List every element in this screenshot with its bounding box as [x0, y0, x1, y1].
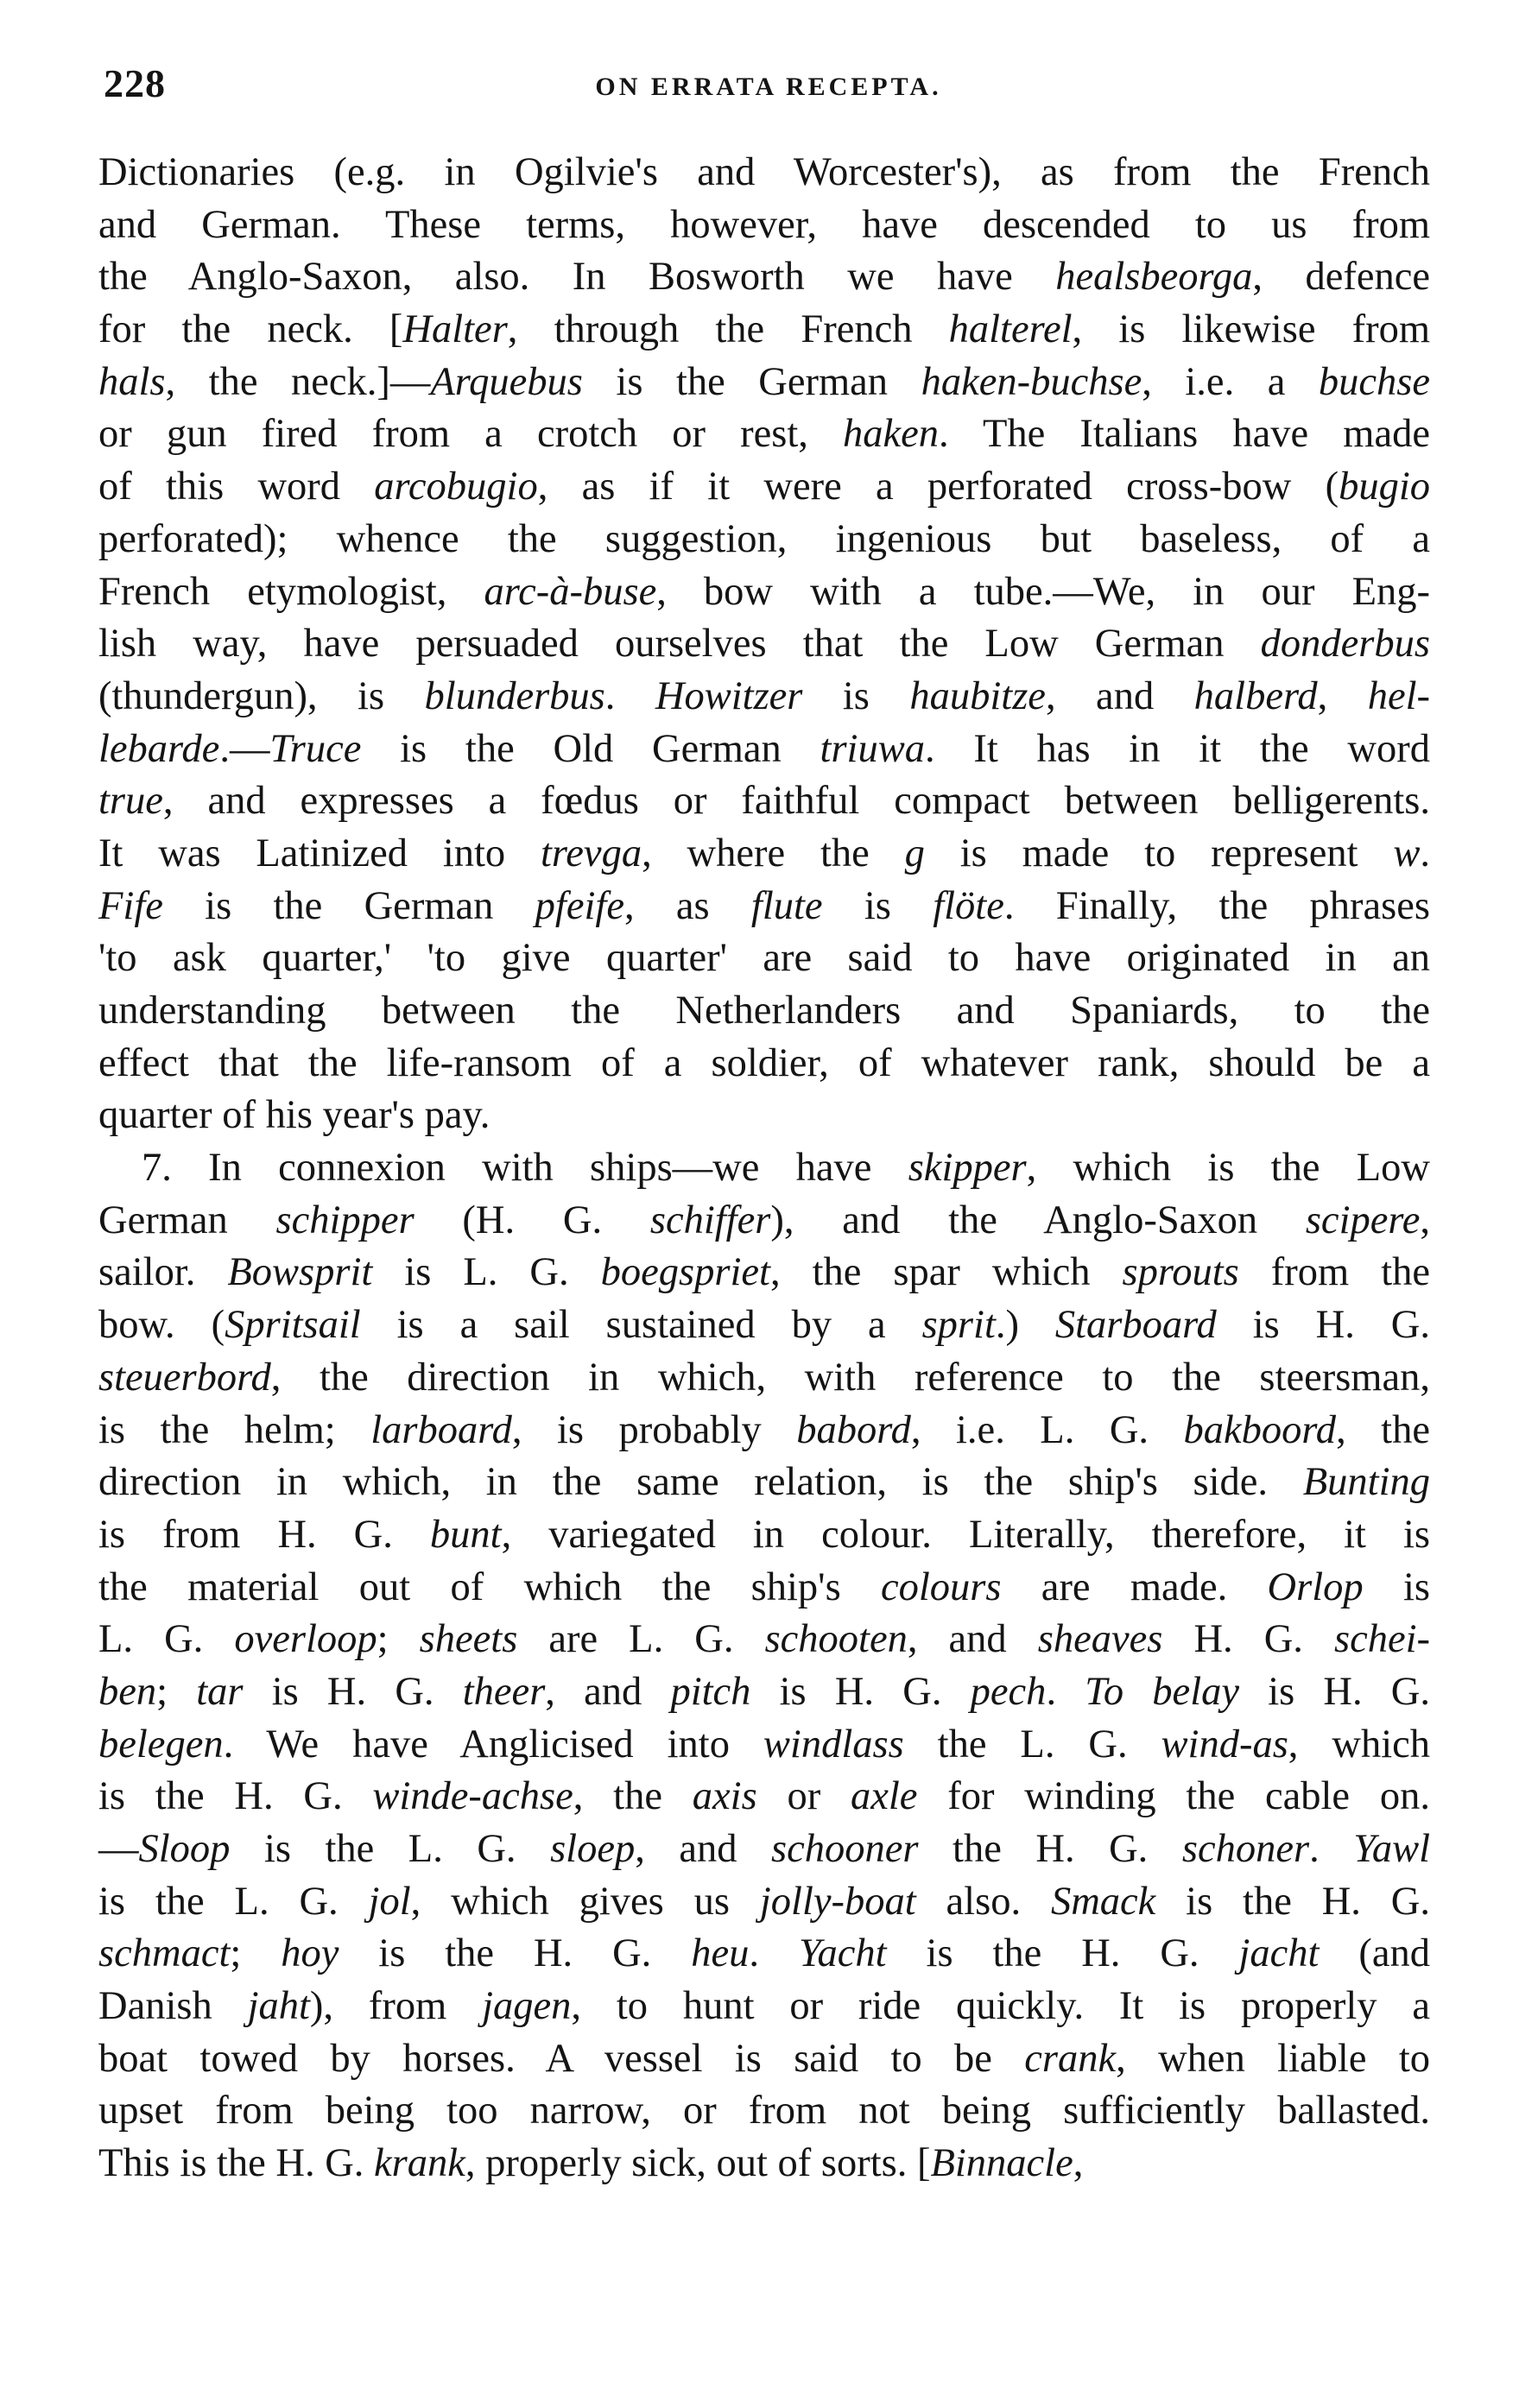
- text-run: . It has in it the word: [925, 726, 1430, 771]
- text-line: [98, 1247, 1430, 1299]
- italic-term: bakboord: [1183, 1407, 1337, 1452]
- italic-term: theer: [462, 1669, 546, 1714]
- text-run: , when liable to: [1116, 2036, 1430, 2081]
- text-run: , to hunt or ride quickly. It is properly a: [571, 1984, 1430, 2029]
- text-line: [98, 1405, 1430, 1457]
- text-run: .: [1046, 1669, 1085, 1714]
- text-run: ,: [1073, 2141, 1084, 2186]
- text-line: [98, 199, 1430, 252]
- text-line: [98, 1981, 1430, 2033]
- italic-term: jaht: [247, 1984, 310, 2029]
- italic-term: axis: [692, 1774, 757, 1819]
- italic-term: babord: [796, 1407, 911, 1452]
- text-run: is the H. G.: [886, 1931, 1239, 1976]
- text-run: is: [1363, 1564, 1430, 1609]
- text-run: from the: [1238, 1250, 1431, 1295]
- italic-term: Bunting: [1302, 1460, 1430, 1505]
- italic-term: hals: [98, 359, 166, 404]
- text-run: .: [1420, 831, 1430, 875]
- text-line: [98, 2138, 1430, 2190]
- text-line: [98, 985, 1430, 1038]
- text-run: .—: [219, 726, 270, 771]
- paragraph: [98, 1142, 1430, 2190]
- text-line: [98, 1614, 1430, 1666]
- text-run: is a sail sustained by a: [360, 1303, 922, 1348]
- text-line: [98, 1928, 1430, 1981]
- italic-term: buchse: [1318, 359, 1430, 404]
- italic-term: tar: [196, 1669, 244, 1714]
- text-run: . Finally, the phrases: [1003, 883, 1430, 928]
- italic-term: bugio: [1339, 465, 1430, 509]
- text-line: [98, 775, 1430, 828]
- italic-term: Yawl: [1353, 1827, 1431, 1871]
- text-run: , and: [545, 1669, 671, 1714]
- paragraph: [98, 147, 1430, 1142]
- italic-term: heu: [691, 1931, 750, 1976]
- body-text: [98, 147, 1430, 2190]
- text-run: (H. G.: [414, 1198, 650, 1242]
- text-line: [98, 514, 1430, 566]
- text-run: for winding the cable on.: [917, 1774, 1430, 1819]
- text-run: for the neck. [: [98, 307, 403, 352]
- text-line: [98, 724, 1430, 776]
- text-run: is: [802, 673, 910, 718]
- italic-term: larboard: [370, 1407, 512, 1452]
- italic-term: sprouts: [1122, 1250, 1239, 1295]
- text-run: sailor.: [98, 1250, 228, 1295]
- text-line: [98, 1457, 1430, 1509]
- text-run: L. G.: [98, 1617, 235, 1662]
- text-run: quarter of his year's pay.: [98, 1093, 491, 1138]
- italic-term: schiffer: [649, 1198, 771, 1242]
- text-run: , properly sick, out of sorts. [: [465, 2141, 931, 2186]
- italic-term: wind-as: [1161, 1722, 1288, 1766]
- page-header: [104, 60, 1434, 121]
- italic-term: schooten: [764, 1617, 908, 1662]
- italic-term: arc-à-buse: [484, 569, 657, 614]
- text-run: is: [822, 883, 934, 928]
- text-line: [98, 1562, 1430, 1615]
- italic-term: Truce: [269, 726, 362, 771]
- text-run: boat towed by horses. A vessel is said to be: [98, 2036, 1025, 2081]
- text-run: ;: [156, 1669, 197, 1714]
- text-run: is H. G.: [1216, 1303, 1430, 1348]
- text-run: This is the H. G.: [98, 2141, 375, 2186]
- italic-term: schipper: [275, 1198, 415, 1242]
- text-run: , the spar which: [769, 1250, 1123, 1295]
- text-run: 7. In connexion with ships—we have: [142, 1146, 908, 1191]
- text-run: .: [604, 673, 655, 718]
- text-run: is the H. G.: [339, 1931, 692, 1976]
- text-run: , is probably: [511, 1407, 797, 1452]
- text-run: upset from being too narrow, or from not being sufficiently ballasted.: [98, 2089, 1430, 2133]
- text-run: is H. G.: [1239, 1669, 1431, 1714]
- text-line: [98, 618, 1430, 671]
- italic-term: triuwa: [820, 726, 925, 771]
- text-run: ), from: [309, 1984, 483, 2029]
- text-run: , where the: [642, 831, 905, 875]
- text-line: [98, 1876, 1430, 1929]
- text-run: . The Italians have made: [939, 412, 1430, 457]
- italic-term: Halter: [402, 307, 508, 352]
- italic-term: jol: [368, 1879, 411, 1924]
- text-run: .: [749, 1931, 799, 1976]
- text-run: , as: [623, 883, 751, 928]
- italic-term: halterel: [948, 307, 1073, 352]
- text-run: is the helm;: [98, 1407, 371, 1452]
- italic-term: schmact: [98, 1931, 231, 1976]
- italic-term: haken: [843, 412, 940, 457]
- italic-term: Fife: [98, 883, 163, 928]
- text-run: are L. G.: [517, 1617, 765, 1662]
- text-run: 'to ask quarter,' 'to give quarter' are said to have originated in an: [98, 936, 1430, 981]
- italic-term: Howitzer: [655, 673, 803, 718]
- text-line: [98, 1090, 1430, 1142]
- italic-term: schooner: [771, 1827, 919, 1871]
- text-line: [98, 1771, 1430, 1823]
- italic-term: g: [904, 831, 925, 875]
- text-run: the material out of which the ship's: [98, 1564, 881, 1609]
- text-run: ,: [1420, 1198, 1431, 1242]
- text-run: is the L. G.: [98, 1879, 369, 1924]
- italic-term: haubitze: [909, 673, 1046, 718]
- text-run: direction in which, in the same relation, is the ship's side.: [98, 1460, 1303, 1505]
- text-run: also.: [915, 1879, 1051, 1924]
- text-line: [98, 1299, 1430, 1352]
- italic-term: lebarde: [98, 726, 220, 771]
- italic-term: healsbeorga: [1055, 255, 1253, 300]
- text-line: [98, 304, 1430, 357]
- text-run: ;: [377, 1617, 420, 1662]
- text-run: .: [1309, 1827, 1354, 1871]
- text-line: [98, 881, 1430, 933]
- text-run: the H. G.: [918, 1827, 1182, 1871]
- text-line: [98, 461, 1430, 514]
- italic-term: pitch: [670, 1669, 751, 1714]
- text-run: , and expresses a fœdus or faithful compact between belligerents.: [162, 779, 1430, 824]
- text-run: is the German: [582, 359, 921, 404]
- italic-term: To belay: [1085, 1669, 1239, 1714]
- text-run: German: [98, 1198, 276, 1242]
- text-run: , through the French: [507, 307, 949, 352]
- italic-term: schoner: [1181, 1827, 1310, 1871]
- italic-term: Orlop: [1267, 1564, 1364, 1609]
- text-run: effect that the life-ransom of a soldier, of whatever rank, should be a: [98, 1040, 1430, 1085]
- italic-term: jagen: [482, 1984, 572, 2029]
- page-number: 228: [104, 61, 166, 105]
- text-run: , bow with a tube.—We, in our Eng-: [656, 569, 1430, 614]
- text-run: and German. These terms, however, have descended to us from: [98, 202, 1430, 247]
- text-run: bow. (: [98, 1303, 225, 1348]
- running-title: ON ERRATA RECEPTA.: [595, 73, 942, 101]
- italic-term: halberd: [1193, 673, 1318, 718]
- italic-term: Binnacle: [930, 2141, 1073, 2186]
- text-line: [98, 828, 1430, 881]
- italic-term: overloop: [234, 1617, 377, 1662]
- text-line: [98, 147, 1430, 199]
- italic-term: steuerbord: [98, 1355, 271, 1400]
- italic-term: blunderbus: [424, 673, 605, 718]
- text-run: is the German: [162, 883, 535, 928]
- italic-term: belegen: [98, 1722, 224, 1766]
- text-line: [98, 1195, 1430, 1248]
- text-run: is the H. G.: [1155, 1879, 1430, 1924]
- text-run: Dictionaries (e.g. in Ogilvie's and Worcester's), as from the French: [98, 150, 1430, 194]
- text-line: [98, 251, 1430, 304]
- text-run: , the: [1336, 1407, 1430, 1452]
- italic-term: ben: [98, 1669, 157, 1714]
- text-run: ;: [230, 1931, 282, 1976]
- text-run: lish way, have persuaded ourselves that the Low German: [98, 622, 1261, 667]
- italic-term: true: [98, 779, 163, 824]
- italic-term: jacht: [1238, 1931, 1320, 1976]
- text-run: , i.e. L. G.: [910, 1407, 1184, 1452]
- text-run: French etymologist,: [98, 569, 484, 614]
- italic-term: scipere: [1305, 1198, 1421, 1242]
- text-run: .): [995, 1303, 1055, 1348]
- text-line: [98, 1719, 1430, 1772]
- text-run: is H. G.: [750, 1669, 971, 1714]
- text-run: is from H. G.: [98, 1512, 430, 1557]
- text-line: [98, 1352, 1430, 1405]
- italic-term: crank: [1024, 2036, 1117, 2081]
- italic-term: sprit: [921, 1303, 996, 1348]
- text-line: [98, 932, 1430, 985]
- italic-term: skipper: [908, 1146, 1027, 1191]
- italic-term: flöte: [933, 883, 1004, 928]
- text-run: —: [98, 1827, 139, 1871]
- text-run: ,: [1317, 673, 1368, 718]
- text-line: [98, 408, 1430, 461]
- text-run: . We have Anglicised into: [223, 1722, 763, 1766]
- text-run: , and: [1045, 673, 1194, 718]
- text-line: [98, 671, 1430, 724]
- italic-term: bunt: [429, 1512, 502, 1557]
- italic-term: pfeife: [535, 883, 624, 928]
- text-run: , which gives us: [410, 1879, 760, 1924]
- text-run: (and: [1319, 1931, 1431, 1976]
- text-run: , which is the Low: [1026, 1146, 1430, 1191]
- italic-term: Starboard: [1054, 1303, 1217, 1348]
- italic-term: sloep: [550, 1827, 636, 1871]
- text-line: [98, 2085, 1430, 2138]
- text-run: , the: [573, 1774, 693, 1819]
- italic-term: boegspriet: [600, 1250, 770, 1295]
- text-run: is the Old German: [361, 726, 820, 771]
- text-line: [98, 566, 1430, 619]
- italic-term: krank: [374, 2141, 465, 2186]
- text-run: It was Latinized into: [98, 831, 541, 875]
- italic-term: pech: [970, 1669, 1047, 1714]
- text-run: Danish: [98, 1984, 248, 2029]
- italic-term: arcobugio: [374, 465, 538, 509]
- text-run: of this word: [98, 465, 375, 509]
- text-line: [98, 1666, 1430, 1719]
- text-run: , as if it were a perforated cross-bow (: [537, 465, 1339, 509]
- italic-term: Spritsail: [225, 1303, 361, 1348]
- text-run: is H. G.: [243, 1669, 463, 1714]
- text-run: ), and the Anglo-Saxon: [770, 1198, 1306, 1242]
- italic-term: w: [1393, 831, 1421, 875]
- text-run: , is likewise from: [1072, 307, 1431, 352]
- italic-term: Arquebus: [430, 359, 583, 404]
- text-line: [98, 1038, 1430, 1090]
- text-run: is the H. G.: [98, 1774, 373, 1819]
- text-line: [98, 357, 1430, 409]
- text-run: , and: [635, 1827, 772, 1871]
- text-run: , and: [907, 1617, 1038, 1662]
- text-line: [98, 1823, 1430, 1876]
- text-line: [98, 2033, 1430, 2086]
- text-run: , variegated in colour. Literally, therefore, it is: [501, 1512, 1430, 1557]
- italic-term: Bowsprit: [227, 1250, 373, 1295]
- text-run: is the L. G.: [230, 1827, 551, 1871]
- text-run: , the neck.]—: [165, 359, 431, 404]
- italic-term: trevga: [541, 831, 642, 875]
- text-run: the Anglo-Saxon, also. In Bosworth we have: [98, 255, 1056, 300]
- text-run: or gun fired from a crotch or rest,: [98, 412, 844, 457]
- italic-term: sheets: [419, 1617, 518, 1662]
- text-run: perforated); whence the suggestion, ingenious but baseless, of a: [98, 516, 1430, 561]
- italic-term: winde-achse: [372, 1774, 573, 1819]
- text-run: (thundergun), is: [98, 673, 425, 718]
- text-run: H. G.: [1162, 1617, 1334, 1662]
- text-run: are made.: [1001, 1564, 1268, 1609]
- text-run: understanding between the Netherlanders and Spaniards, to the: [98, 989, 1430, 1033]
- text-run: , which: [1288, 1722, 1431, 1766]
- italic-term: windlass: [763, 1722, 904, 1766]
- text-run: is L. G.: [372, 1250, 601, 1295]
- text-run: or: [756, 1774, 851, 1819]
- italic-term: schei-: [1333, 1617, 1431, 1662]
- italic-term: colours: [880, 1564, 1002, 1609]
- italic-term: axle: [850, 1774, 918, 1819]
- italic-term: Sloop: [138, 1827, 231, 1871]
- text-run: , i.e. a: [1142, 359, 1319, 404]
- italic-term: Yacht: [798, 1931, 887, 1976]
- text-run: , the direction in which, with reference to the steersman,: [270, 1355, 1430, 1400]
- italic-term: Smack: [1050, 1879, 1156, 1924]
- italic-term: jolly-boat: [759, 1879, 916, 1924]
- italic-term: hoy: [281, 1931, 339, 1976]
- text-run: , defence: [1252, 255, 1430, 300]
- text-run: the L. G.: [903, 1722, 1161, 1766]
- text-run: is made to represent: [924, 831, 1394, 875]
- italic-term: sheaves: [1037, 1617, 1163, 1662]
- text-line: [98, 1142, 1430, 1195]
- italic-term: hel-: [1367, 673, 1431, 718]
- italic-term: flute: [750, 883, 823, 928]
- italic-term: haken-buchse: [921, 359, 1142, 404]
- italic-term: donderbus: [1260, 622, 1430, 667]
- text-line: [98, 1509, 1430, 1562]
